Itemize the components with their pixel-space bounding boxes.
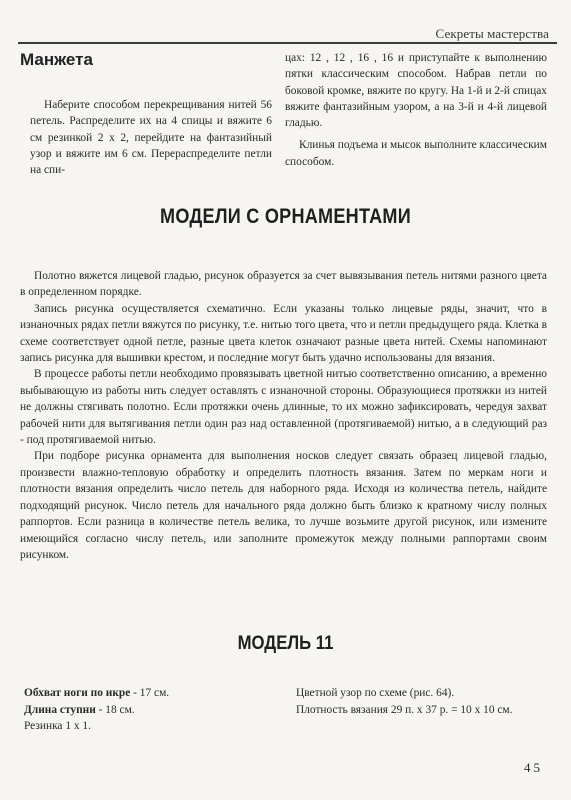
spec-foot-value: - 18 см. [95,703,135,716]
model-specs-left [24,685,274,735]
spec-foot-label: Длина ступни [24,703,96,716]
ornaments-paragraph: Полотно вяжется лицевой гладью, рисунок образуется за счет вывязывания петель нитями разного цвета в определенном порядке. [20,270,547,299]
left-column [20,50,272,178]
ornaments-paragraph: При подборе рисунка орнамента для выполнения носков следует связать образец лицевой гладью, произвести влажно-тепловую обработку и определить плотность вязания. Затем по меркам ноги и плотности вязания определить число петель для наборного ряда. Исходя из количества петель, найдите подходящий рисунок. Число петель для начального ряда должно быть близко к кратному числу полных раппортов. Если разница в количестве петель велика, то лучше возьмите другой рисунок, или измените имеющийся согласно числу петель, или заполните промежуток между полными раппортами своим рисунком. [20,450,547,561]
cuff-continuation: цах: 12 , 12 , 16 , 16 и приступайте к выполнению пятки классическим способом. Набрав петли по боковой кромке, вяжите по кругу. На 1-й и 2-й спицах вяжите фантазийным узором, а на 3-й и 4-й лицевой гладью. [285,52,547,130]
spec-rib: Резинка 1 х 1. [24,720,91,732]
header-rule [18,42,557,44]
spec-density: Плотность вязания 29 п. х 37 р. = 10 х 10 см. [296,703,513,716]
wedges-paragraph: Клинья подъема и мысок выполните классическим способом. [285,139,547,168]
spec-calf-value: - 17 см. [130,687,170,699]
spec-pattern: Цветной узор по схеме (рис. 64). [296,687,455,699]
spec-calf-label: Обхват ноги по икре [24,687,131,699]
spec-calf [24,685,274,702]
running-header: Секреты мастерства [435,26,549,41]
ornaments-body [20,268,547,563]
section-title-cuff: Манжета [20,50,93,69]
cuff-paragraph: Наберите способом перекрещивания нитей 56 петель. Распределите их на 4 спицы и вяжите 6 см резинкой 2 х 2, перейдите на фантазийный узор и вяжите им 6 см. Перераспределите петли на спи- [30,99,272,177]
model-specs-right [296,685,546,718]
ornaments-paragraph: В процессе работы петли необходимо провязывать цветной нитью соответственно описанию, а временно выбывающую из работы нить следует оставлять с изнаночной стороны. Образующиеся протяжки из нитей не должны стягивать полотно. Если протяжки очень длинные, то их можно зафиксировать, чередуя захват рабочей нити для вытягивания петли один раз над оставленной (протягиваемой) нитью, а в следующий раз - под протягиваемой нитью. [20,368,547,447]
section-title-ornaments: МОДЕЛИ С ОРНАМЕНТАМИ [160,205,411,228]
right-column [285,50,547,170]
model-title: МОДЕЛЬ 11 [237,633,334,654]
ornaments-paragraph: Запись рисунка осуществляется схематично. Если указаны только лицевые ряды, значит, что в изнаночных рядах петли вяжутся по рисунку, т.е. нитью того цвета, что и петли предыдущего ряда. Клетка в схеме соответствует одной петле, разные цвета клеток означают разные цвета нитей. Схемы напоминают запись рисунка для вышивки крестом, и последние могут быть удачно использованы для вязания. [20,302,547,365]
page-number: 45 [524,760,543,775]
spec-foot [24,702,274,719]
